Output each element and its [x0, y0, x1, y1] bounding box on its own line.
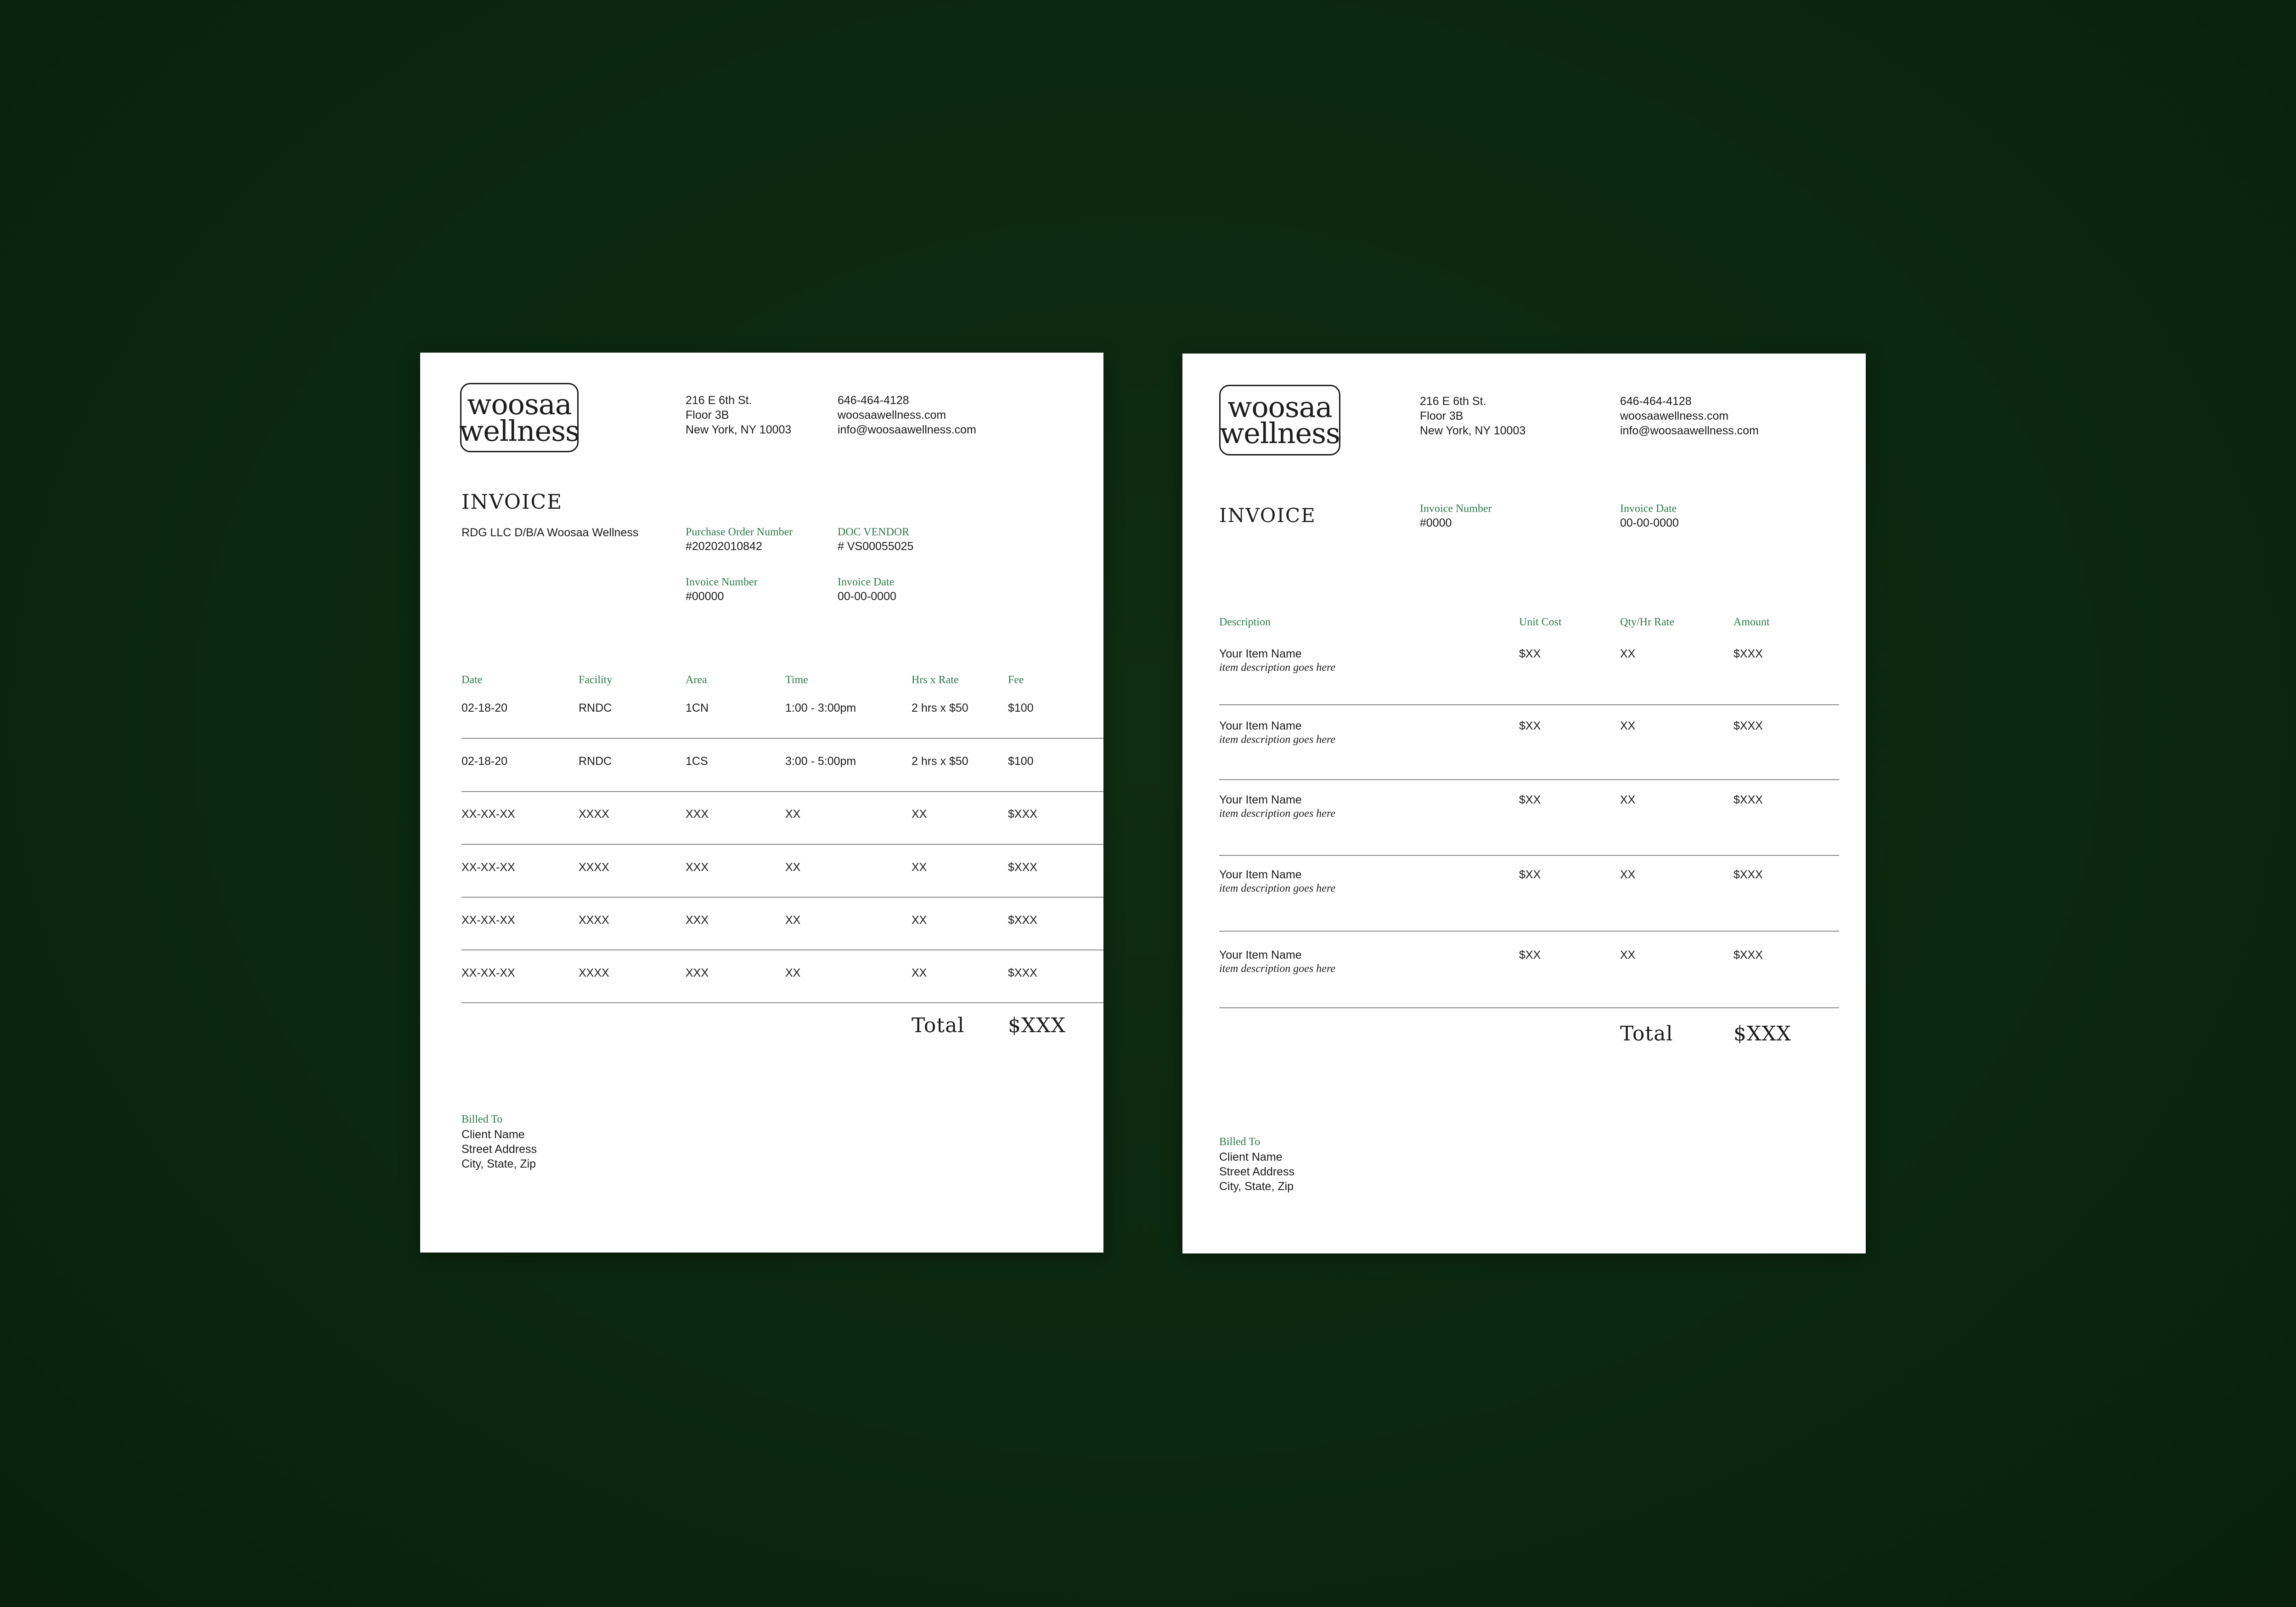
logo-line-1: woosaa	[467, 388, 572, 421]
invoice-date-value: 00-00-0000	[1620, 517, 1679, 529]
company-website: woosaawellness.com	[838, 409, 946, 421]
item-unit-cost: $XX	[1519, 793, 1541, 806]
billed-street-address: Street Address	[461, 1143, 537, 1156]
billed-client-name: Client Name	[461, 1128, 525, 1141]
item-qty: XX	[1620, 647, 1636, 660]
company-email: info@woosaawellness.com	[1620, 424, 1759, 437]
table-cell: 3:00 - 5:00pm	[785, 755, 856, 768]
po-number-label: Purchase Order Number	[686, 526, 793, 538]
total-value: $XXX	[1733, 1022, 1791, 1045]
invoice-title: INVOICE	[1219, 504, 1316, 527]
billed-client-name: Client Name	[1219, 1151, 1283, 1163]
row-divider	[1219, 931, 1839, 932]
entity-name: RDG LLC D/B/A Woosaa Wellness	[461, 526, 639, 539]
address-line-3: New York, NY 10003	[1420, 424, 1526, 437]
row-divider	[461, 897, 1103, 898]
table-cell: XX	[912, 861, 927, 874]
item-name: Your Item Name	[1219, 949, 1302, 961]
item-unit-cost: $XX	[1519, 868, 1541, 881]
billed-city-state-zip: City, State, Zip	[1219, 1180, 1294, 1193]
item-description: item description goes here	[1219, 882, 1336, 894]
table-cell: 2 hrs x $50	[912, 702, 968, 714]
billed-street-address: Street Address	[1219, 1165, 1294, 1178]
item-name: Your Item Name	[1219, 793, 1302, 806]
address-line-1: 216 E 6th St.	[1420, 395, 1486, 408]
company-address	[686, 393, 791, 437]
item-unit-cost: $XX	[1519, 949, 1541, 961]
invoice-number-label: Invoice Number	[686, 576, 758, 588]
billed-to-label: Billed To	[1219, 1136, 1261, 1148]
invoice-number-value: #0000	[1420, 517, 1452, 529]
item-description: item description goes here	[1219, 734, 1336, 746]
table-cell: XXX	[686, 966, 709, 979]
table-cell: RNDC	[579, 755, 612, 768]
logo-line-2: wellness	[1220, 416, 1340, 450]
table-cell: 02-18-20	[461, 702, 508, 714]
invoice-date-value: 00-00-0000	[838, 590, 896, 603]
table-cell: XX	[912, 914, 927, 927]
billed-city-state-zip: City, State, Zip	[461, 1157, 536, 1170]
table-cell: XX	[912, 808, 927, 820]
total-value: $XXX	[1008, 1014, 1066, 1037]
table-cell: 1CS	[686, 755, 708, 768]
company-contact	[1620, 394, 1759, 438]
table-cell: $XXX	[1008, 966, 1037, 979]
address-line-2: Floor 3B	[686, 409, 729, 421]
item-qty: XX	[1620, 949, 1636, 961]
table-cell: $XXX	[1008, 914, 1037, 927]
table-cell: 02-18-20	[461, 755, 508, 768]
woosaa-wellness-logo	[460, 383, 579, 452]
table-cell: XX	[912, 966, 927, 979]
item-description: item description goes here	[1219, 662, 1336, 674]
vendor-value: # VS00055025	[838, 540, 914, 553]
logo-line-2: wellness	[459, 414, 580, 448]
invoice-date-label: Invoice Date	[1620, 503, 1677, 515]
address-line-1: 216 E 6th St.	[686, 394, 752, 407]
table-cell: XX-XX-XX	[461, 914, 515, 927]
item-name: Your Item Name	[1219, 719, 1302, 732]
row-divider	[461, 738, 1103, 739]
row-divider	[461, 844, 1103, 845]
vendor-label: DOC VENDOR	[838, 526, 910, 538]
col-header-fee: Fee	[1008, 674, 1024, 686]
item-qty: XX	[1620, 868, 1636, 881]
col-header-facility: Facility	[579, 674, 613, 686]
table-cell: XX	[785, 914, 801, 927]
invoice-date-label: Invoice Date	[838, 576, 895, 588]
row-divider	[1219, 855, 1839, 856]
col-header-unit-cost: Unit Cost	[1519, 616, 1562, 628]
invoice-number-label: Invoice Number	[1420, 503, 1492, 515]
address-line-2: Floor 3B	[1420, 410, 1463, 422]
invoice-number-value: #00000	[686, 590, 724, 603]
table-cell: $100	[1008, 702, 1034, 714]
total-label: Total	[1620, 1022, 1673, 1045]
table-cell: $100	[1008, 755, 1034, 768]
row-divider	[461, 1002, 1103, 1003]
item-amount: $XXX	[1733, 949, 1763, 961]
col-header-area: Area	[686, 674, 707, 686]
table-cell: XX-XX-XX	[461, 861, 515, 874]
company-phone: 646-464-4128	[838, 394, 909, 407]
company-contact	[838, 393, 976, 437]
total-label: Total	[912, 1014, 965, 1037]
row-divider	[1219, 1007, 1839, 1008]
company-address	[1420, 394, 1525, 438]
table-cell: XXX	[686, 914, 709, 927]
col-header-date: Date	[461, 674, 483, 686]
table-cell: XX	[785, 966, 801, 979]
col-header-amount: Amount	[1733, 616, 1770, 628]
company-phone: 646-464-4128	[1620, 395, 1692, 408]
col-header-time: Time	[785, 674, 808, 686]
table-cell: 2 hrs x $50	[912, 755, 968, 768]
table-cell: XXXX	[579, 914, 609, 927]
item-description: item description goes here	[1219, 808, 1336, 820]
billed-to-block	[1219, 1150, 1294, 1194]
invoice-sheet-right	[1182, 354, 1866, 1253]
item-description: item description goes here	[1219, 963, 1336, 975]
item-qty: XX	[1620, 793, 1636, 806]
table-cell: XXXX	[579, 808, 609, 820]
table-cell: XX	[785, 808, 801, 820]
row-divider	[1219, 779, 1839, 780]
item-amount: $XXX	[1733, 793, 1763, 806]
table-cell: 1CN	[686, 702, 709, 714]
table-cell: XX-XX-XX	[461, 966, 515, 979]
col-header-hrs-rate: Hrs x Rate	[912, 674, 959, 686]
item-amount: $XXX	[1733, 719, 1763, 732]
table-cell: XXX	[686, 861, 709, 874]
address-line-3: New York, NY 10003	[686, 423, 792, 436]
invoice-sheet-left	[420, 353, 1103, 1253]
billed-to-block	[461, 1127, 537, 1171]
table-cell: RNDC	[579, 702, 612, 714]
table-cell: XX	[785, 861, 801, 874]
col-header-description: Description	[1219, 616, 1271, 628]
item-qty: XX	[1620, 719, 1636, 732]
woosaa-wellness-logo	[1219, 385, 1340, 455]
table-cell: XXXX	[579, 861, 609, 874]
table-cell: $XXX	[1008, 808, 1037, 820]
col-header-qty-rate: Qty/Hr Rate	[1620, 616, 1674, 628]
po-number-value: #20202010842	[686, 540, 762, 553]
invoice-title: INVOICE	[461, 490, 563, 514]
table-cell: XX-XX-XX	[461, 808, 515, 820]
logo-line-1: woosaa	[1227, 390, 1332, 424]
table-cell: XXX	[686, 808, 709, 820]
item-amount: $XXX	[1733, 868, 1763, 881]
company-email: info@woosaawellness.com	[838, 423, 976, 436]
item-name: Your Item Name	[1219, 647, 1302, 660]
item-unit-cost: $XX	[1519, 719, 1541, 732]
billed-to-label: Billed To	[461, 1113, 503, 1125]
company-website: woosaawellness.com	[1620, 410, 1729, 422]
table-cell: $XXX	[1008, 861, 1037, 874]
item-unit-cost: $XX	[1519, 647, 1541, 660]
row-divider	[461, 791, 1103, 792]
item-name: Your Item Name	[1219, 868, 1302, 881]
table-cell: XXXX	[579, 966, 609, 979]
table-cell: 1:00 - 3:00pm	[785, 702, 856, 714]
row-divider	[1219, 704, 1839, 705]
item-amount: $XXX	[1733, 647, 1763, 660]
